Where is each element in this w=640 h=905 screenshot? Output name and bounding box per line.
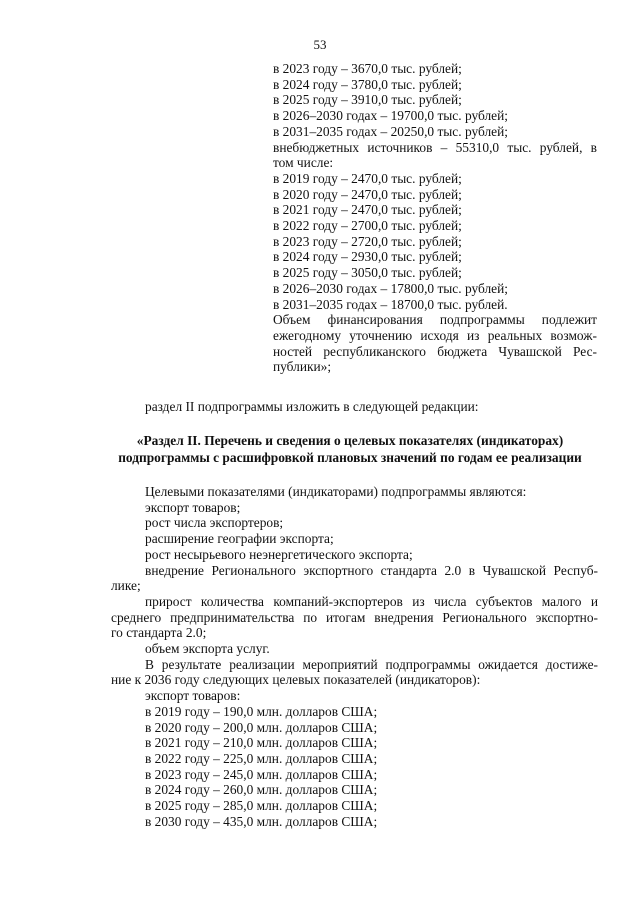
indicator-item: объем экспорта услуг. <box>145 641 270 657</box>
export-year-line: в 2020 году – 200,0 млн. долларов США; <box>145 719 378 735</box>
indicator-item: внедрение Регионального экспортного стандарта 2.0 в Чувашской Респуб- <box>145 562 598 578</box>
indicator-item: экспорт товаров; <box>145 499 241 515</box>
indicator-item-cont: лике; <box>111 578 141 594</box>
funding-extra-line: в 2020 году – 2470,0 тыс. рублей; <box>273 186 462 202</box>
funding-line: в 2023 году – 3670,0 тыс. рублей; <box>273 61 462 76</box>
funding-block <box>273 61 597 375</box>
heading-line-2: подпрограммы с расшифровкой плановых значений по годам ее реализации <box>118 450 582 465</box>
indicator-item-cont: среднего предпринимательства по итогам внедрения Регионального экспортно- <box>111 609 598 625</box>
funding-extra-line: в 2019 году – 2470,0 тыс. рублей; <box>273 170 462 186</box>
page-number: 53 <box>313 37 327 52</box>
funding-extra-line: в 2023 году – 2720,0 тыс. рублей; <box>273 233 462 249</box>
export-year-line: в 2025 году – 285,0 млн. долларов США; <box>145 798 378 814</box>
funding-extra-line: в 2021 году – 2470,0 тыс. рублей; <box>273 202 462 218</box>
funding-extra-line: в 2025 году – 3050,0 тыс. рублей; <box>273 265 462 281</box>
indicator-item: рост несырьевого неэнергетического экспорта; <box>145 546 413 562</box>
export-year-line: в 2022 году – 225,0 млн. долларов США; <box>145 750 378 766</box>
export-year-line: в 2030 году – 435,0 млн. долларов США; <box>145 813 378 829</box>
funding-note-line: Объем финансирования подпрограммы подлежит <box>273 312 597 328</box>
indicators-intro: Целевыми показателями (индикаторами) подпрограммы являются: <box>145 484 527 499</box>
indicator-item: расширение географии экспорта; <box>145 531 334 547</box>
indicator-item: рост числа экспортеров; <box>145 515 284 531</box>
export-year-line: в 2023 году – 245,0 млн. долларов США; <box>145 766 378 782</box>
extrabudget-line: том числе: <box>273 155 334 171</box>
funding-note-line: публики»; <box>273 359 332 375</box>
indicator-item-cont: го стандарта 2.0; <box>111 625 207 641</box>
indicators-body <box>111 484 598 829</box>
funding-line: в 2024 году – 3780,0 тыс. рублей; <box>273 76 462 92</box>
section-heading <box>100 432 600 466</box>
export-year-line: в 2024 году – 260,0 млн. долларов США; <box>145 782 378 798</box>
funding-line: в 2031–2035 годах – 20250,0 тыс. рублей; <box>273 123 508 139</box>
extrabudget-line: внебюджетных источников – 55310,0 тыс. рублей, в <box>273 139 597 155</box>
funding-line: в 2025 году – 3910,0 тыс. рублей; <box>273 92 462 108</box>
section-intro: раздел II подпрограммы изложить в следующей редакции: <box>145 399 479 414</box>
result-paragraph: В результате реализации мероприятий подпрограммы ожидается достиже- <box>145 656 598 672</box>
funding-note-line: ностей республиканского бюджета Чувашской Рес- <box>273 343 597 359</box>
funding-extra-line: в 2022 году – 2700,0 тыс. рублей; <box>273 218 462 234</box>
funding-note-line: ежегодному уточнению исходя из реальных возмож- <box>273 327 597 343</box>
result-paragraph-cont: ние к 2036 году следующих целевых показателей (индикаторов): <box>111 672 481 688</box>
export-year-line: в 2019 году – 190,0 млн. долларов США; <box>145 703 378 719</box>
funding-extra-line: в 2026–2030 годах – 17800,0 тыс. рублей; <box>273 280 508 296</box>
funding-extra-line: в 2031–2035 годах – 18700,0 тыс. рублей. <box>273 296 508 312</box>
section-intro-block <box>111 399 598 415</box>
funding-line: в 2026–2030 годах – 19700,0 тыс. рублей; <box>273 108 508 124</box>
heading-line-1: «Раздел II. Перечень и сведения о целевых показателях (индикаторах) <box>136 433 564 448</box>
export-label: экспорт товаров: <box>145 688 241 704</box>
indicator-item: прирост количества компаний-экспортеров из числа субъектов малого и <box>145 593 598 609</box>
export-year-line: в 2021 году – 210,0 млн. долларов США; <box>145 735 378 751</box>
funding-extra-line: в 2024 году – 2930,0 тыс. рублей; <box>273 249 462 265</box>
